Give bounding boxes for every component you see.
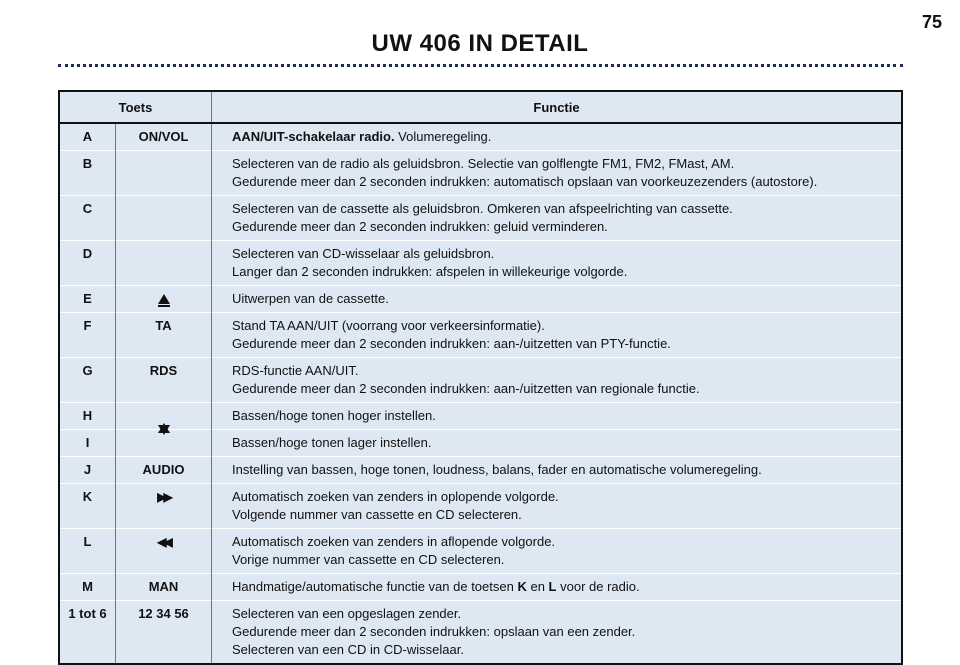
row-key: MAN [116, 574, 212, 601]
row-function [212, 484, 903, 529]
function-line: Gedurende meer dan 2 seconden indrukken: automatisch opslaan van voorkeuzezenders (autostore). [232, 174, 818, 189]
row-letter: D [59, 241, 116, 286]
row-function [212, 574, 903, 601]
row-key [116, 484, 212, 529]
function-line: Selecteren van de cassette als geluidsbron. Omkeren van afspeelrichting van cassette. [232, 201, 733, 216]
row-function [212, 457, 903, 484]
row-key [116, 241, 212, 286]
eject-icon [158, 292, 170, 307]
table-row [59, 574, 902, 601]
row-key: ON/VOL [116, 123, 212, 151]
function-line: Selecteren van een opgeslagen zender. [232, 606, 462, 621]
row-letter: E [59, 286, 116, 313]
function-line: Gedurende meer dan 2 seconden indrukken: geluid verminderen. [232, 219, 608, 234]
row-key [116, 286, 212, 313]
page-title: UW 406 IN DETAIL [371, 30, 589, 57]
row-letter: H [59, 403, 116, 430]
row-function [212, 430, 903, 457]
table-row [59, 430, 902, 457]
function-line: Gedurende meer dan 2 seconden indrukken: opslaan van een zender. [232, 624, 636, 639]
row-letter: B [59, 151, 116, 196]
row-letter: L [59, 529, 116, 574]
row-key [116, 430, 212, 457]
row-key [116, 196, 212, 241]
function-line: Uitwerpen van de cassette. [232, 291, 389, 306]
function-line [232, 578, 893, 595]
function-line: Stand TA AAN/UIT (voorrang voor verkeersinformatie). [232, 318, 545, 333]
function-line: Selecteren van de radio als geluidsbron. Selectie van golflengte FM1, FM2, FMast, AM. [232, 156, 735, 171]
triangle-down-icon [158, 425, 170, 450]
function-line: Vorige nummer van cassette en CD selecteren. [232, 552, 505, 567]
row-function [212, 403, 903, 430]
function-bold-lead: AAN/UIT-schakelaar radio. [232, 129, 395, 144]
row-key: AUDIO [116, 457, 212, 484]
row-letter: G [59, 358, 116, 403]
table-header-row [59, 91, 902, 123]
dotted-divider [58, 64, 903, 67]
header-functie: Functie [212, 91, 903, 123]
function-line: Bassen/hoge tonen hoger instellen. [232, 408, 436, 423]
row-function [212, 196, 903, 241]
header-toets: Toets [59, 91, 212, 123]
row-function [212, 151, 903, 196]
row-letter: F [59, 313, 116, 358]
row-function [212, 313, 903, 358]
function-line: Automatisch zoeken van zenders in oplopende volgorde. [232, 489, 559, 504]
table-row [59, 358, 902, 403]
row-letter: C [59, 196, 116, 241]
function-line: Gedurende meer dan 2 seconden indrukken: aan-/uitzetten van PTY-functie. [232, 336, 671, 351]
row-letter: I [59, 430, 116, 457]
row-letter: J [59, 457, 116, 484]
function-line [232, 128, 893, 145]
table-row [59, 151, 902, 196]
fast-forward-icon: ▶▶ [157, 490, 170, 504]
key-l-ref: L [548, 579, 557, 594]
row-function [212, 601, 903, 665]
function-line: Selecteren van een CD in CD-wisselaar. [232, 642, 464, 657]
table-row [59, 286, 902, 313]
row-key: TA [116, 313, 212, 358]
row-letter: 1 tot 6 [59, 601, 116, 665]
function-text: Handmatige/automatische functie van de toetsen [232, 579, 518, 594]
controls-table [58, 90, 903, 665]
function-line: Instelling van bassen, hoge tonen, loudness, balans, fader en automatische volumeregeling. [232, 462, 762, 477]
function-line: Automatisch zoeken van zenders in aflopende volgorde. [232, 534, 556, 549]
key-k-ref: K [517, 579, 527, 594]
function-line: Bassen/hoge tonen lager instellen. [232, 435, 432, 450]
table-row [59, 484, 902, 529]
function-line: Volgende nummer van cassette en CD selecteren. [232, 507, 522, 522]
row-function [212, 358, 903, 403]
table-row [59, 403, 902, 430]
row-letter: M [59, 574, 116, 601]
table-row [59, 313, 902, 358]
table-row [59, 601, 902, 665]
row-key [116, 529, 212, 574]
function-line: Gedurende meer dan 2 seconden indrukken: aan-/uitzetten van regionale functie. [232, 381, 700, 396]
function-lead-rest: Volumeregeling. [394, 129, 492, 144]
row-function [212, 123, 903, 151]
function-text: en [526, 579, 549, 594]
page-number: 75 [921, 12, 942, 32]
function-line: Selecteren van CD-wisselaar als geluidsbron. [232, 246, 495, 261]
row-letter: K [59, 484, 116, 529]
row-function [212, 241, 903, 286]
row-key: 12 34 56 [116, 601, 212, 665]
table-row [59, 529, 902, 574]
table-row [59, 196, 902, 241]
row-key: RDS [116, 358, 212, 403]
table-row [59, 123, 902, 151]
row-letter: A [59, 123, 116, 151]
function-line: Langer dan 2 seconden indrukken: afspelen in willekeurige volgorde. [232, 264, 628, 279]
row-function [212, 529, 903, 574]
table-row [59, 241, 902, 286]
table-row [59, 457, 902, 484]
row-function [212, 286, 903, 313]
row-key [116, 151, 212, 196]
function-line: RDS-functie AAN/UIT. [232, 363, 359, 378]
rewind-icon: ◀◀ [157, 535, 170, 549]
function-text: voor de radio. [556, 579, 640, 594]
